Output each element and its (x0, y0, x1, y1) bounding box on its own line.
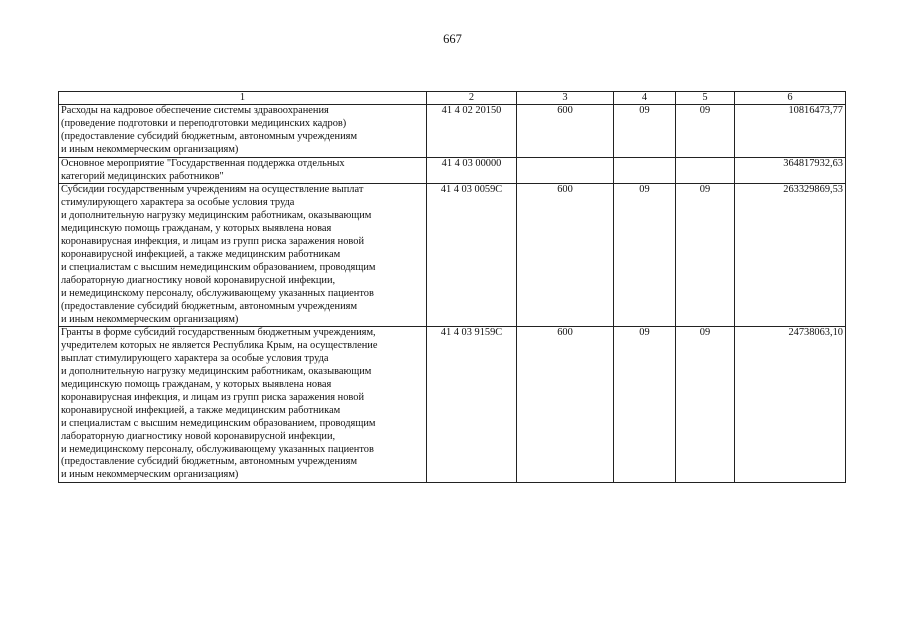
budget-table (58, 91, 846, 483)
row-subsection: 09 (676, 105, 735, 158)
page-number: 667 (443, 32, 462, 46)
row-section: 09 (614, 327, 676, 483)
row-target-code: 41 4 03 00000 (427, 157, 517, 184)
row-target-code: 41 4 03 9159C (427, 327, 517, 483)
row-amount: 364817932,63 (735, 157, 846, 184)
row-section: 09 (614, 184, 676, 327)
row-section: 09 (614, 105, 676, 158)
row-expense-type: 600 (517, 105, 614, 158)
row-section (614, 157, 676, 184)
column-header: 2 (427, 92, 517, 105)
table-header-row (59, 92, 846, 105)
table-row (59, 327, 846, 483)
row-subsection: 09 (676, 327, 735, 483)
row-amount: 263329869,53 (735, 184, 846, 327)
row-amount: 10816473,77 (735, 105, 846, 158)
table-row (59, 184, 846, 327)
row-amount: 24738063,10 (735, 327, 846, 483)
row-subsection: 09 (676, 184, 735, 327)
row-expense-type: 600 (517, 327, 614, 483)
table-row (59, 105, 846, 158)
column-header: 5 (676, 92, 735, 105)
row-description: Расходы на кадровое обеспечение системы здравоохранения (проведение подготовки и переподготовки медицинских кадров) (предоставление субсидий бюджетным, автономным учреждениям и иным некоммерческим организациям) (59, 105, 427, 158)
column-header: 6 (735, 92, 846, 105)
column-header: 1 (59, 92, 427, 105)
row-expense-type (517, 157, 614, 184)
row-description: Субсидии государственным учреждениям на осуществление выплат стимулирующего характера за особые условия труда и дополнительную нагрузку медицинским работникам, оказывающим медицинскую помощь гражданам, у которых выявлена новая коронавирусная инфекция, и лицам из групп риска заражения новой коронавирусной инфекцией, а также медицинским работникам и специалистам с высшим немедицинским образованием, проводящим лабораторную диагностику новой коронавирусной инфекции, и немедицинскому персоналу, обслуживающему указанных пациентов (предоставление субсидий бюджетным, автономным учреждениям и иным некоммерческим организациям) (59, 184, 427, 327)
row-expense-type: 600 (517, 184, 614, 327)
row-description: Основное мероприятие "Государственная поддержка отдельных категорий медицинских работников" (59, 157, 427, 184)
row-target-code: 41 4 03 0059C (427, 184, 517, 327)
table-row (59, 157, 846, 184)
row-description: Гранты в форме субсидий государственным бюджетным учреждениям, учредителем которых не является Республика Крым, на осуществление выплат стимулирующего характера за особые условия труда и дополнительную нагрузку медицинским работникам, оказывающим медицинскую помощь гражданам, у которых выявлена новая коронавирусная инфекция, и лицам из групп риска заражения новой коронавирусной инфекцией, а также медицинским работникам и специалистам с высшим немедицинским образованием, проводящим лабораторную диагностику новой коронавирусной инфекции, и немедицинскому персоналу, обслуживающему указанных пациентов (предоставление субсидий бюджетным, автономным учреждениям и иным некоммерческим организациям) (59, 327, 427, 483)
column-header: 3 (517, 92, 614, 105)
row-target-code: 41 4 02 20150 (427, 105, 517, 158)
row-subsection (676, 157, 735, 184)
column-header: 4 (614, 92, 676, 105)
